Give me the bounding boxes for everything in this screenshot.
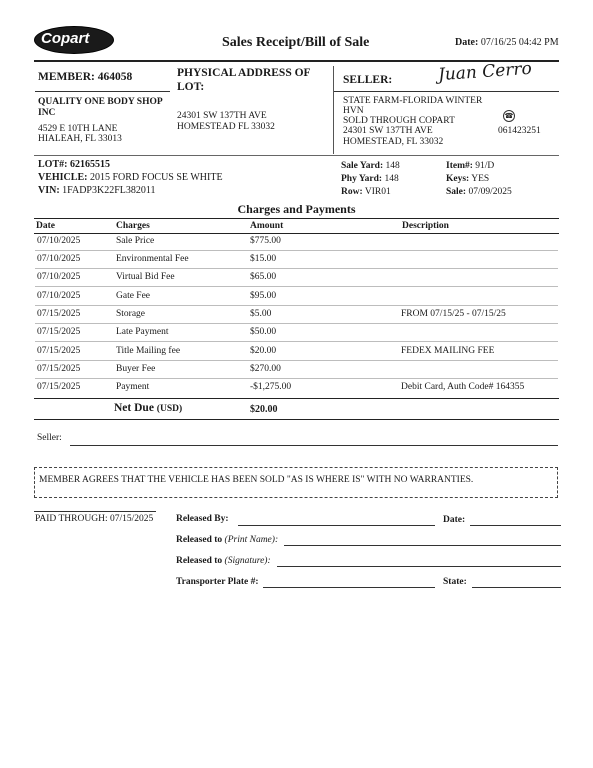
phy-yard-value: 148 xyxy=(384,174,399,184)
warranty-notice: MEMBER AGREES THAT THE VEHICLE HAS BEEN SOLD "AS IS WHERE IS" WITH NO WARRANTIES. xyxy=(39,475,474,485)
row-date: 07/15/2025 xyxy=(37,309,81,319)
row xyxy=(341,187,391,197)
lot-address-heading-1: PHYSICAL ADDRESS OF xyxy=(177,67,311,79)
sale-date-value: 07/09/2025 xyxy=(468,187,512,197)
sale-yard xyxy=(341,161,400,171)
sale-yard-value: 148 xyxy=(385,161,400,171)
row-amount: $20.00 xyxy=(250,346,277,356)
net-due-currency: (USD) xyxy=(156,404,183,414)
row-charge: Gate Fee xyxy=(116,291,151,301)
vin xyxy=(38,185,156,196)
release-date-line[interactable] xyxy=(470,525,561,526)
sale-date-label: Sale: xyxy=(446,187,467,197)
transporter-plate-line[interactable] xyxy=(263,587,435,588)
lot-address-2: HOMESTEAD FL 33032 xyxy=(177,122,275,132)
released-by-line[interactable] xyxy=(238,525,435,526)
row-charge: Sale Price xyxy=(116,236,155,246)
copart-logo xyxy=(34,26,114,54)
paid-through-rule xyxy=(34,511,156,512)
row-amount: $15.00 xyxy=(250,254,277,264)
row-charge: Environmental Fee xyxy=(116,254,189,264)
released-by-label: Released By: xyxy=(176,514,229,524)
released-to-sig-prefix: Released to xyxy=(176,556,223,566)
row-date: 07/10/2025 xyxy=(37,272,81,282)
row-label: Row: xyxy=(341,187,363,197)
released-to-sig-line[interactable] xyxy=(277,566,561,567)
seller-sign-line[interactable] xyxy=(70,445,558,446)
lot-info-rule xyxy=(34,155,559,156)
row-description: FROM 07/15/25 - 07/15/25 xyxy=(401,309,506,319)
row-charge: Title Mailing fee xyxy=(116,346,181,356)
seller-line-3: SOLD THROUGH COPART xyxy=(343,116,455,126)
phy-yard xyxy=(341,174,399,184)
seller-divider xyxy=(333,66,334,154)
item-label: Item#: xyxy=(446,161,473,171)
row-charge: Storage xyxy=(116,309,146,319)
seller-heading-rule xyxy=(334,91,559,92)
row-value: VIR01 xyxy=(364,187,391,197)
row-date: 07/10/2025 xyxy=(37,254,81,264)
row-charge: Buyer Fee xyxy=(116,364,156,374)
row-divider xyxy=(35,360,558,361)
member-name-2: INC xyxy=(38,108,56,118)
row-date: 07/10/2025 xyxy=(37,291,81,301)
logo-text: Copart xyxy=(41,30,90,47)
lot-number xyxy=(38,159,110,170)
row-date: 07/15/2025 xyxy=(37,327,81,337)
keys-value: YES xyxy=(471,174,490,184)
row-date: 07/10/2025 xyxy=(37,236,81,246)
header-date xyxy=(455,37,559,48)
row-amount: $775.00 xyxy=(250,236,281,246)
header-date-value: 07/16/25 04:42 PM xyxy=(480,37,559,48)
state-label: State: xyxy=(443,577,467,587)
col-header-description: Description xyxy=(402,221,449,231)
vin-value: 1FADP3K22FL382011 xyxy=(62,185,156,196)
row-divider xyxy=(35,286,558,287)
seller-line-1: STATE FARM-FLORIDA WINTER xyxy=(343,96,483,106)
col-header-charges: Charges xyxy=(116,221,150,231)
header-date-label: Date: xyxy=(455,37,479,48)
row-date: 07/15/2025 xyxy=(37,382,81,392)
row-description: Debit Card, Auth Code# 164355 xyxy=(401,382,525,392)
row-charge: Late Payment xyxy=(116,327,169,337)
seller-sign-label: Seller: xyxy=(37,433,62,443)
released-to-sig-italic: (Signature): xyxy=(224,556,271,566)
vehicle-label: VEHICLE: xyxy=(38,172,88,183)
vehicle xyxy=(38,172,223,183)
item-value: 91/D xyxy=(475,161,495,171)
warranty-notice-box xyxy=(34,467,558,498)
row-date: 07/15/2025 xyxy=(37,364,81,374)
col-header-date: Date xyxy=(36,221,55,231)
row-divider xyxy=(35,268,558,269)
vin-label: VIN: xyxy=(38,185,60,196)
released-to-print-prefix: Released to xyxy=(176,535,223,545)
member-name-1: QUALITY ONE BODY SHOP xyxy=(38,97,163,107)
lot-number-label: LOT#: xyxy=(38,159,68,170)
net-due-bottom-rule xyxy=(34,419,559,420)
vehicle-value: 2015 FORD FOCUS SE WHITE xyxy=(89,172,223,183)
row-amount: -$1,275.00 xyxy=(250,382,292,392)
net-due-label xyxy=(114,402,182,414)
member-heading xyxy=(38,71,132,83)
seller-line-4: 24301 SW 137TH AVE xyxy=(343,126,433,136)
lot-number-value: 62165515 xyxy=(69,159,110,170)
lot-address-1: 24301 SW 137TH AVE xyxy=(177,111,267,121)
sale-date xyxy=(446,187,512,197)
member-label: MEMBER: xyxy=(38,71,95,83)
row-amount: $95.00 xyxy=(250,291,277,301)
released-to-print-italic: (Print Name): xyxy=(224,535,279,545)
net-due-value: $20.00 xyxy=(250,404,278,415)
col-header-amount: Amount xyxy=(250,221,284,231)
keys-label: Keys: xyxy=(446,174,470,184)
state-line[interactable] xyxy=(472,587,561,588)
member-heading-rule xyxy=(35,91,170,92)
seller-phone: 061423251 xyxy=(498,126,541,136)
charges-header-rule xyxy=(34,233,559,234)
row-divider xyxy=(35,250,558,251)
seller-signature: Juan Cerro xyxy=(437,58,533,86)
row-description: FEDEX MAILING FEE xyxy=(401,346,495,356)
row-divider xyxy=(35,341,558,342)
transporter-plate-label: Transporter Plate #: xyxy=(176,577,259,587)
row-divider xyxy=(35,305,558,306)
lot-address-heading-2: LOT: xyxy=(177,81,205,93)
row-charge: Virtual Bid Fee xyxy=(116,272,175,282)
row-amount: $50.00 xyxy=(250,327,277,337)
charges-title: Charges and Payments xyxy=(237,202,356,216)
row-date: 07/15/2025 xyxy=(37,346,81,356)
paid-through: PAID THROUGH: 07/15/2025 xyxy=(35,514,154,524)
released-to-print-label xyxy=(176,535,278,545)
member-address-1: 4529 E 10TH LANE xyxy=(38,124,118,134)
charges-top-rule xyxy=(34,218,559,219)
phy-yard-label: Phy Yard: xyxy=(341,174,383,184)
seller-line-2: HVN xyxy=(343,106,364,116)
seller-line-5: HOMESTEAD, FL 33032 xyxy=(343,137,444,147)
net-due-top-rule xyxy=(34,398,559,399)
row-charge: Payment xyxy=(116,382,150,392)
row-amount: $5.00 xyxy=(250,309,272,319)
released-to-sig-label xyxy=(176,556,271,566)
seller-label: SELLER: xyxy=(343,74,393,86)
net-due-text: Net Due xyxy=(114,402,154,414)
release-date-label: Date: xyxy=(443,515,466,525)
phone-icon: ☎ xyxy=(504,112,514,120)
sale-yard-label: Sale Yard: xyxy=(341,161,384,171)
released-to-print-line[interactable] xyxy=(284,545,561,546)
document-title: Sales Receipt/Bill of Sale xyxy=(222,35,370,50)
member-address-2: HIALEAH, FL 33013 xyxy=(38,134,122,144)
row-amount: $270.00 xyxy=(250,364,281,374)
row-divider xyxy=(35,323,558,324)
row-amount: $65.00 xyxy=(250,272,277,282)
member-number: 464058 xyxy=(97,71,133,83)
row-divider xyxy=(35,378,558,379)
item-number xyxy=(446,161,494,171)
keys xyxy=(446,174,489,184)
